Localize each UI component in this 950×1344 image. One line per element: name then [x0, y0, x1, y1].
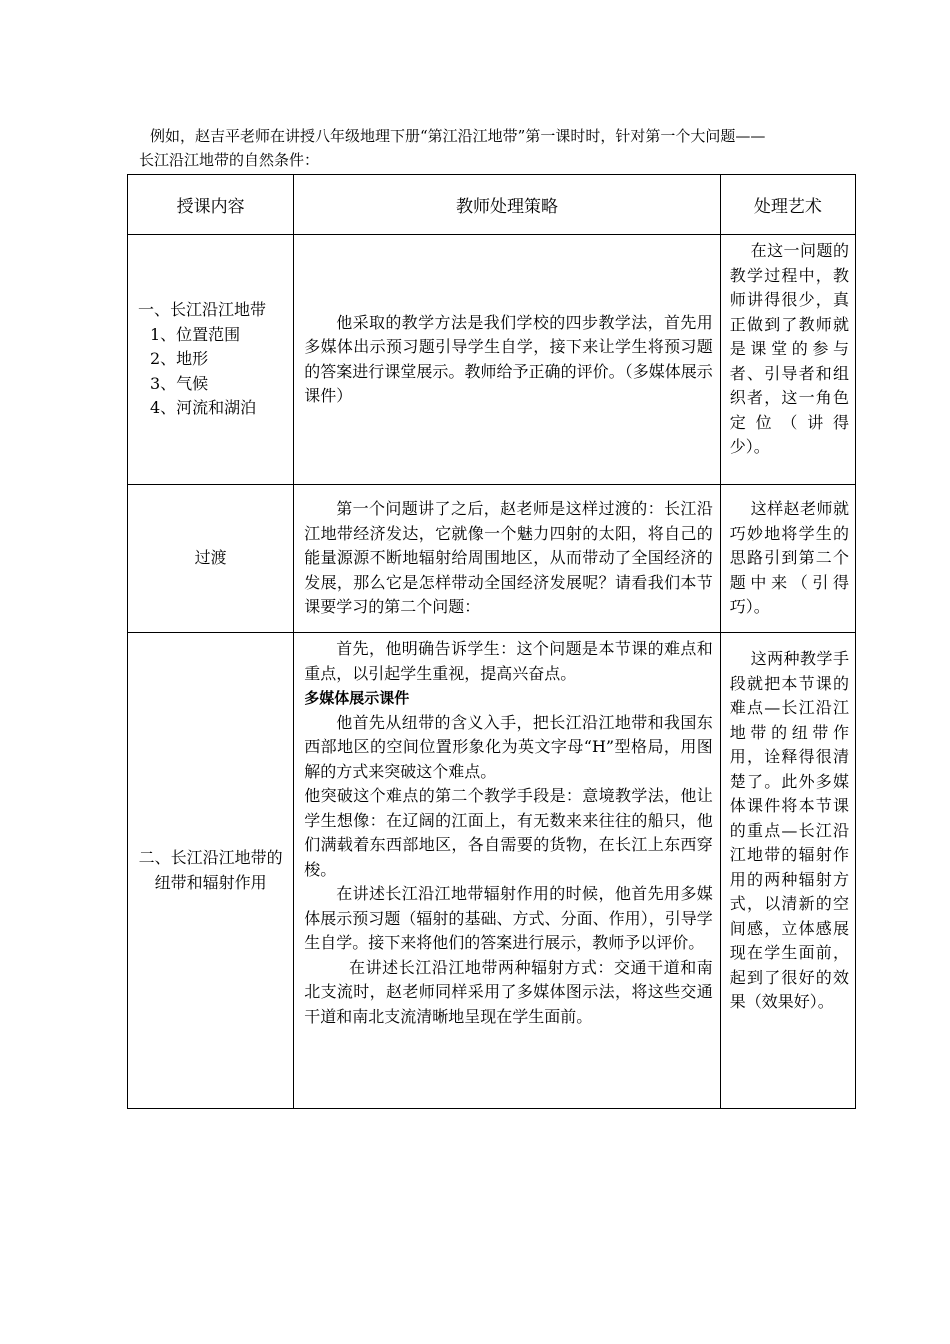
- row1-content-item: 1、位置范围: [150, 324, 241, 344]
- row3-strategy-p4: 在讲述长江沿江地带辐射作用的时候，他首先用多媒体展示预习题（辐射的基础、方式、分面、作用），引导学生自学。接下来将他们的答案进行展示，教师予以评价。: [304, 884, 713, 952]
- table-row: [128, 485, 856, 633]
- row3-art-text: 这两种教学手段就把本节课的难点—长江沿江地带的纽带作用，诠释得很清楚了。此外多媒体课件将本节课的重点—长江沿江地带的辐射作用的两种辐射方式，以清新的空间感，立体感展现在学生面前，起到了很好的效果（效果好）。: [729, 649, 849, 1011]
- row2-content-cell: 过渡: [128, 485, 294, 633]
- row1-art-cell: [720, 235, 855, 485]
- table-row: [128, 235, 856, 485]
- header-strategy: 教师处理策略: [294, 175, 721, 235]
- intro-line-2: 长江沿江地带的自然条件：: [139, 151, 320, 169]
- table-header-row: [128, 175, 856, 235]
- row3-strategy-cell: [294, 633, 721, 1109]
- row2-art-text: 这样赵老师就巧妙地将学生的思路引到第二个题中来（引得巧）。: [729, 499, 849, 617]
- header-art: 处理艺术: [720, 175, 855, 235]
- intro-line-1: 例如，赵吉平老师在讲授八年级地理下册“第江沿江地带”第一课时时，针对第一个大问题——: [150, 127, 766, 145]
- row3-strategy-p2: 他首先从纽带的含义入手，把长江沿江地带和我国东西部地区的空间位置形象化为英文字母“H”型格局，用图解的方式来突破这个难点。: [304, 712, 713, 781]
- teaching-strategy-table: [127, 174, 856, 1109]
- row1-content-item: 4、河流和湖泊: [150, 398, 257, 418]
- row3-strategy-p3: 他突破这个难点的第二个教学手段是：意境教学法，他让学生想像：在辽阔的江面上，有无数来来往往的船只，他们满载着东西部地区，各自需要的货物，在长江上东西穿梭。: [304, 786, 713, 879]
- intro-paragraph: [139, 124, 859, 172]
- row1-strategy-cell: [294, 235, 721, 485]
- row3-multimedia-heading: 多媒体展示课件: [304, 689, 410, 707]
- row1-content-cell: [128, 235, 294, 485]
- row2-art-cell: [720, 485, 855, 633]
- header-content: 授课内容: [128, 175, 294, 235]
- row3-strategy-p1: 首先，他明确告诉学生：这个问题是本节课的难点和重点，以引起学生重视，提高兴奋点。: [304, 639, 713, 683]
- row1-content-item: 2、地形: [150, 349, 209, 369]
- row1-strategy-text: 他采取的教学方法是我们学校的四步教学法，首先用多媒体出示预习题引导学生自学，接下来让学生将预习题的答案进行课堂展示。教师给予正确的评价。（多媒体展示课件）: [304, 312, 713, 405]
- row1-content-title: 一、长江沿江地带: [138, 300, 267, 320]
- row1-content-item: 3、气候: [150, 373, 209, 393]
- row3-art-cell: [720, 633, 855, 1109]
- row3-content-cell: 二、长江沿江地带的纽带和辐射作用: [128, 633, 294, 1109]
- row2-strategy-text: 第一个问题讲了之后，赵老师是这样过渡的：长江沿江地带经济发达，它就像一个魅力四射的太阳，将自己的能量源源不断地辐射给周围地区，从而带动了全国经济的发展，那么它是怎样带动全国经济发展呢？请看我们本节课要学习的第二个问题：: [304, 499, 713, 617]
- row2-strategy-cell: [294, 485, 721, 633]
- table-row: [128, 633, 856, 1109]
- row3-strategy-p5: 在讲述长江沿江地带两种辐射方式：交通干道和南北支流时，赵老师同样采用了多媒体图示法，将这些交通干道和南北支流清晰地呈现在学生面前。: [304, 957, 713, 1026]
- row1-art-text: 在这一问题的教学过程中，教师讲得很少，真正做到了教师就是课堂的参与者、引导者和组织者，这一角色定位（讲得少）。: [729, 241, 849, 456]
